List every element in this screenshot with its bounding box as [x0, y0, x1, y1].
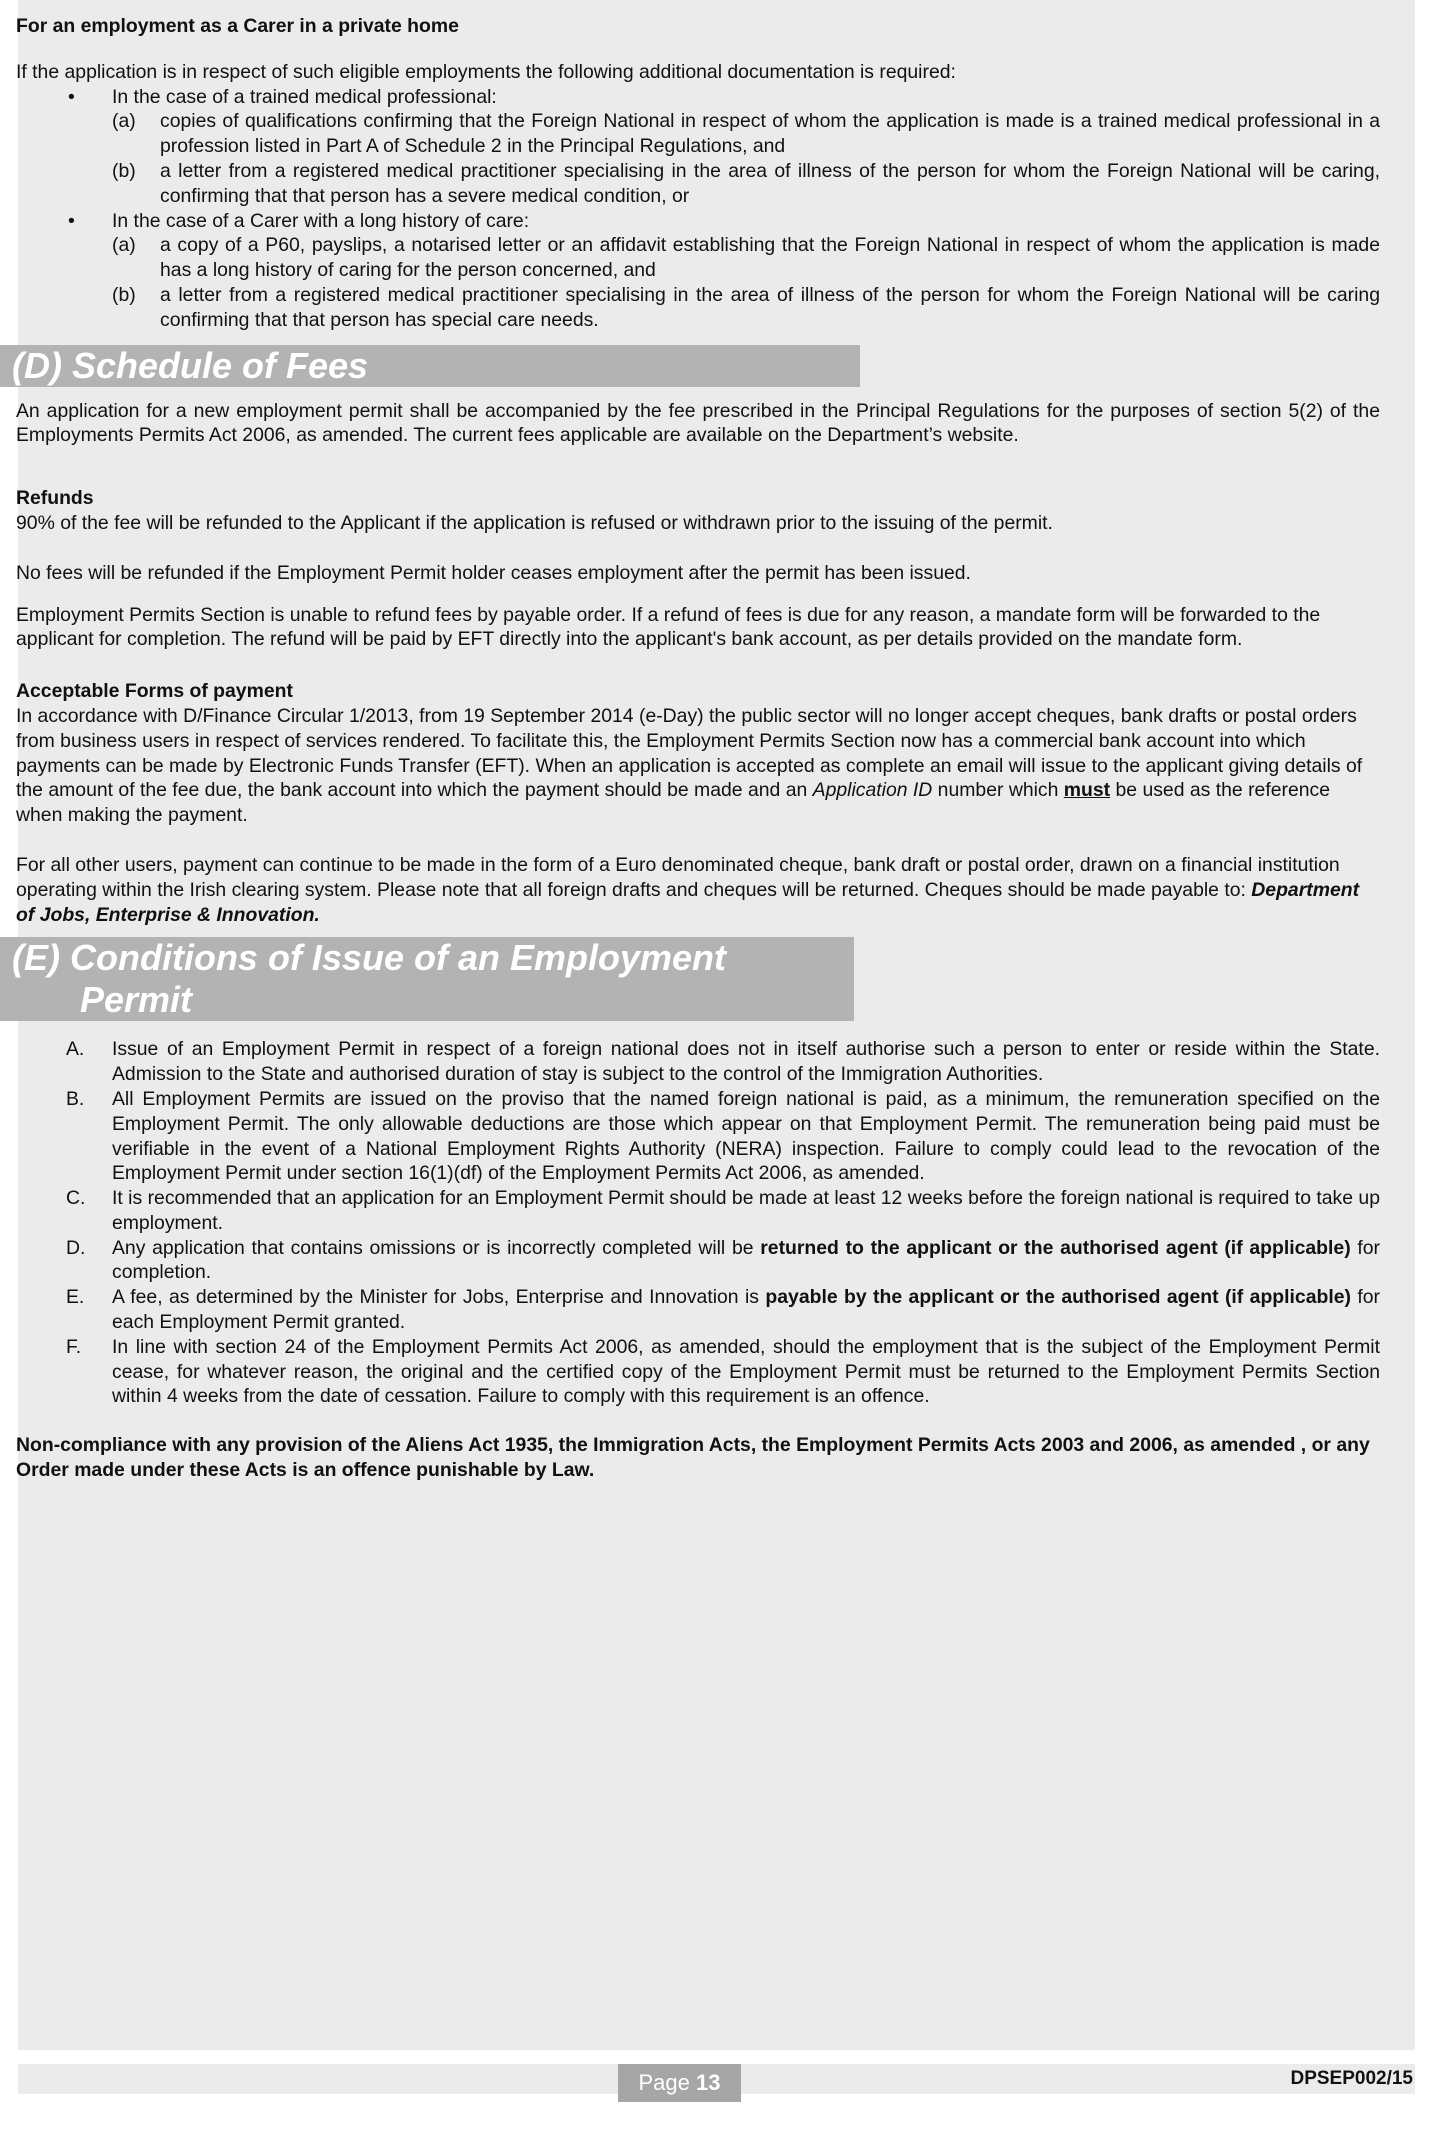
fees-intro: An application for a new employment permit shall be accompanied by the fee prescribed in the Principal Regulations for the purposes of section 5(2) of the Employments Permits Act 2006, as amended. The current fees applicable are available on the Department’s website.	[16, 399, 1380, 447]
list-item	[16, 209, 1380, 333]
refunds-paragraph-3: Employment Permits Section is unable to refund fees by payable order. If a refund of fees is due for any reason, a mandate form will be forwarded to the applicant for completion. The refund will be paid by EFT directly into the applicant's bank account, as per details provided on the mandate form.	[16, 603, 1321, 651]
sub-label: (b)	[112, 159, 136, 182]
payment-heading: Acceptable Forms of payment	[16, 680, 293, 703]
payee-name: Department of Jobs, Enterprise & Innovation.	[16, 878, 1360, 926]
bullet-text: In the case of a trained medical professional:	[112, 85, 497, 108]
sub-label: (a)	[112, 110, 136, 133]
condition-text: All Employment Permits are issued on the proviso that the named foreign national is paid, as a minimum, the remuneration specified on the Employment Permit. The only allowable deductions are those which appear on that Employment Permit. The remuneration being paid must be verifiable in the event of a National Employment Rights Authority (NERA) inspection. Failure to comply could lead to the revocation of the Employment Permit under section 16(1)(df) of the Employment Permits Act 2006, as amended.	[112, 1087, 1380, 1185]
sub-list	[16, 109, 1380, 208]
sub-text: a letter from a registered medical practitioner specialising in the area of illness of the person for whom the Foreign National will be caring confirming that that person has special care needs.	[160, 283, 1380, 331]
condition-text: In line with section 24 of the Employment Permits Act 2006, as amended, should the employment that is the subject of the Employment Permit cease, for whatever reason, the original and the certified copy of the Employment Permit must be returned to the Employment Permits Section within 4 weeks from the date of cessation. Failure to comply with this requirement is an offence.	[112, 1335, 1380, 1408]
section-e-title-line2: Permit	[80, 979, 193, 1021]
bullet-icon: •	[68, 209, 75, 232]
refunds-paragraph-1: 90% of the fee will be refunded to the Applicant if the application is refused or withdrawn prior to the issuing of the permit.	[16, 511, 1053, 534]
condition-text: for each Employment Permit granted.	[112, 1286, 1380, 1334]
page-label: Page	[638, 2070, 690, 2095]
condition-label: B.	[66, 1087, 85, 1110]
sub-text: a copy of a P60, payslips, a notarised letter or an affidavit establishing that the Foreign National in respect of whom the application is made has a long history of caring for the person concerned, and	[160, 234, 1380, 282]
page-number: 13	[696, 2070, 721, 2095]
refunds-paragraph-2: No fees will be refunded if the Employment Permit holder ceases employment after the permit has been issued.	[16, 561, 971, 584]
bullet-text: In the case of a Carer with a long history of care:	[112, 209, 530, 232]
document-body	[12, 14, 1380, 1483]
condition-label: E.	[66, 1286, 85, 1309]
condition-text: for completion.	[112, 1236, 1380, 1284]
list-item	[16, 1285, 1380, 1335]
list-item	[16, 1236, 1380, 1286]
condition-label: D.	[66, 1236, 86, 1259]
refunds-heading: Refunds	[16, 487, 94, 510]
list-item	[16, 109, 1380, 159]
condition-text: Any application that contains omissions or is incorrectly completed will be	[112, 1236, 761, 1259]
payment-text: For all other users, payment can continue to be made in the form of a Euro denominated cheque, bank draft or postal order, drawn on a financial institution operating within the Irish clearing system. Please note that all foreign drafts and cheques will be returned. Cheques should be made payable to:	[16, 853, 1340, 901]
section-e-banner	[0, 937, 854, 1021]
sub-text: copies of qualifications confirming that the Foreign National in respect of whom the application is made is a trained medical professional in a profession listed in Part A of Schedule 2 in the Principal Regulations, and	[160, 110, 1380, 158]
payment-paragraph-2	[16, 853, 1380, 927]
condition-label: C.	[66, 1187, 86, 1210]
conditions-list	[16, 1037, 1380, 1409]
carer-heading: For an employment as a Carer in a private home	[16, 15, 459, 37]
list-item	[16, 159, 1380, 209]
payment-text: be used as the reference when making the payment.	[16, 779, 1331, 827]
bullet-icon: •	[68, 85, 75, 108]
section-d-title: (D) Schedule of Fees	[12, 344, 369, 386]
sub-label: (b)	[112, 283, 136, 306]
must-emphasis: must	[1063, 779, 1111, 802]
list-item	[16, 85, 1380, 209]
condition-label: F.	[66, 1335, 82, 1358]
list-item	[16, 1037, 1380, 1087]
condition-text: A fee, as determined by the Minister for Jobs, Enterprise and Innovation is	[112, 1286, 766, 1309]
condition-text: Issue of an Employment Permit in respect of a foreign national does not in itself authorise such a person to enter or reside within the State. Admission to the State and authorised duration of stay is subject to the control of the Immigration Authorities.	[112, 1038, 1380, 1086]
list-item	[16, 233, 1380, 283]
condition-label: A.	[66, 1038, 85, 1061]
condition-emphasis: returned to the applicant or the authorised agent (if applicable)	[760, 1236, 1351, 1259]
document-code: DPSEP002/15	[1290, 2068, 1413, 2089]
carer-intro: If the application is in respect of such eligible employments the following additional documentation is required:	[16, 60, 956, 83]
non-compliance-notice: Non-compliance with any provision of the Aliens Act 1935, the Immigration Acts, the Employment Permits Acts 2003 and 2006, as amended , or any Order made under these Acts is an offence punishable by Law.	[16, 1434, 1370, 1482]
sub-list	[16, 233, 1380, 332]
list-item	[16, 1335, 1380, 1409]
condition-text: It is recommended that an application for an Employment Permit should be made at least 12 weeks before the foreign national is required to take up employment.	[112, 1187, 1380, 1234]
payment-text: In accordance with D/Finance Circular 1/2013, from 19 September 2014 (e-Day) the public sector will no longer accept cheques, bank drafts or postal orders from business users in respect of services rendered. To facilitate this, the Employment Permits Section now has a commercial bank account into which payments can be made by Electronic Funds Transfer (EFT). When an application is accepted as complete an email will issue to the applicant giving details of the amount of the fee due, the bank account into which the payment should be made and an	[16, 704, 1363, 802]
list-item	[16, 1087, 1380, 1186]
sub-text: a letter from a registered medical practitioner specialising in the area of illness of the person for whom the Foreign National will be caring, confirming that that person has a severe medical condition, or	[160, 159, 1380, 207]
page-number-box	[618, 2064, 741, 2102]
section-d-banner	[0, 345, 860, 387]
list-item	[16, 1186, 1380, 1236]
application-id-term: Application ID	[812, 779, 933, 802]
carer-bullet-list	[16, 85, 1380, 333]
condition-emphasis: payable by the applicant or the authorised agent (if applicable)	[765, 1286, 1351, 1309]
section-e-title-line1: (E) Conditions of Issue of an Employment	[12, 937, 727, 979]
payment-paragraph-1	[16, 704, 1380, 828]
list-item	[16, 283, 1380, 333]
payment-text: number which	[932, 779, 1064, 802]
sub-label: (a)	[112, 234, 136, 257]
